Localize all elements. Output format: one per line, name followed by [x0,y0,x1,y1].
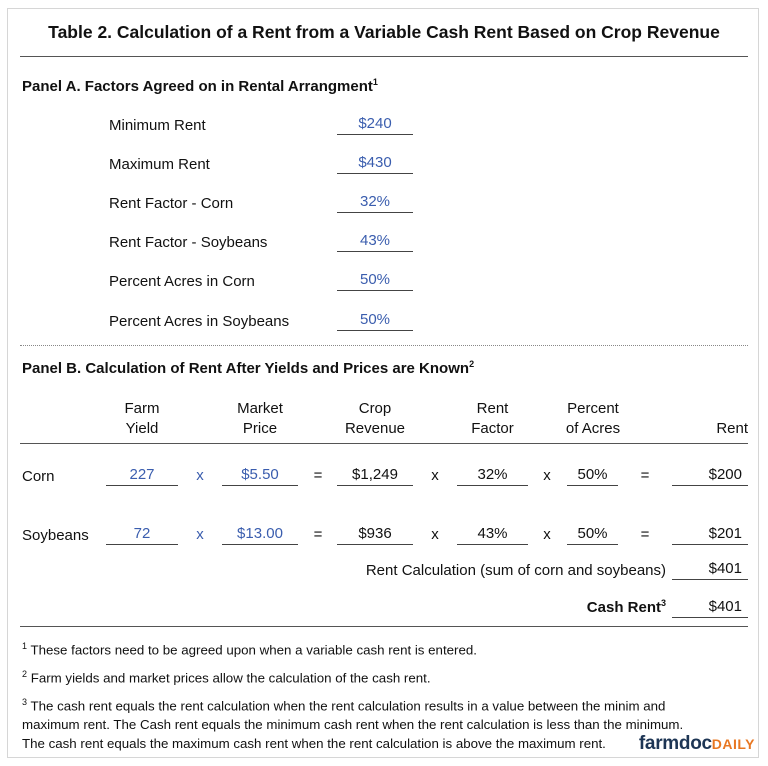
equals-operator: = [313,526,323,543]
yield-value: 227 [106,465,178,486]
times-operator: x [196,526,204,543]
factor-label: Maximum Rent [109,156,210,173]
revenue-value: $936 [337,524,413,545]
col-header-rent: Rent [716,420,748,437]
farmdoc-daily-logo: farmdocDAILY [638,733,755,754]
factor-label: Rent Factor - Corn [109,195,234,212]
col-header-farm-yield: Farm Yield [124,400,160,437]
cash-rent-label: Cash Rent$^3$ [586,598,666,616]
col-header-market-price: Market Price [237,400,283,437]
panel-divider [20,345,748,346]
footnote-rule [20,626,748,627]
col-header-percent-acres: Percent of Acres [565,400,621,437]
footnote-3: $^3$ The cash rent equals the rent calculation when the rent calculation results in a value between the minim and maximum rent. The Cash rent equals the minimum cash rent when the rent calculation is less than the minimum. The cash rent equals the maximum cash rent when the rent calculation is above the maximum rent. [22,697,684,752]
price-value: $13.00 [222,524,298,545]
footnote-2: $^2$ Farm yields and market prices allow the calculation of the cash rent. [22,669,431,686]
col-header-crop-revenue: Crop Revenue [344,400,406,437]
factor-value: 32% [337,192,413,213]
equals-operator: = [640,526,650,543]
header-rule [20,443,748,444]
panel-a-heading: Panel A. Factors Agreed on in Rental Arrangment$^1$ [22,77,378,95]
rent-calculation-value: $401 [672,559,748,580]
factor-label: Minimum Rent [109,117,206,134]
times-operator: x [543,526,551,543]
factor-label: Percent Acres in Soybeans [109,313,290,330]
crop-label: Soybeans [22,527,89,544]
rent-value: $200 [672,465,748,486]
price-value: $5.50 [222,465,298,486]
times-operator: x [543,467,551,484]
rent-value: $201 [672,524,748,545]
equals-operator: = [313,467,323,484]
acres-value: 50% [567,465,618,486]
footnote-1: $^1$ These factors need to be agreed upon when a variable cash rent is entered. [22,641,477,658]
factor-value: $240 [337,114,413,135]
factor-value: 50% [337,310,413,331]
rent-calculation-label: Rent Calculation (sum of corn and soybeans) [365,562,666,579]
cash-rent-value: $401 [672,597,748,618]
times-operator: x [431,526,439,543]
yield-value: 72 [106,524,178,545]
title-rule [20,56,748,57]
factor-label: Percent Acres in Corn [109,273,255,290]
factor-value: 32% [457,465,528,486]
factor-value: 43% [337,231,413,252]
panel-b-heading: Panel B. Calculation of Rent After Yields and Prices are Known$^2$ [22,359,475,377]
times-operator: x [196,467,204,484]
crop-label: Corn [22,468,55,485]
factor-value: 50% [337,270,413,291]
table-title: Table 2. Calculation of a Rent from a Variable Cash Rent Based on Crop Revenue [48,22,720,42]
revenue-value: $1,249 [337,465,413,486]
factor-value: $430 [337,153,413,174]
equals-operator: = [640,467,650,484]
factor-label: Rent Factor - Soybeans [109,234,268,251]
times-operator: x [431,467,439,484]
acres-value: 50% [567,524,618,545]
col-header-rent-factor: Rent Factor [471,400,514,437]
factor-value: 43% [457,524,528,545]
